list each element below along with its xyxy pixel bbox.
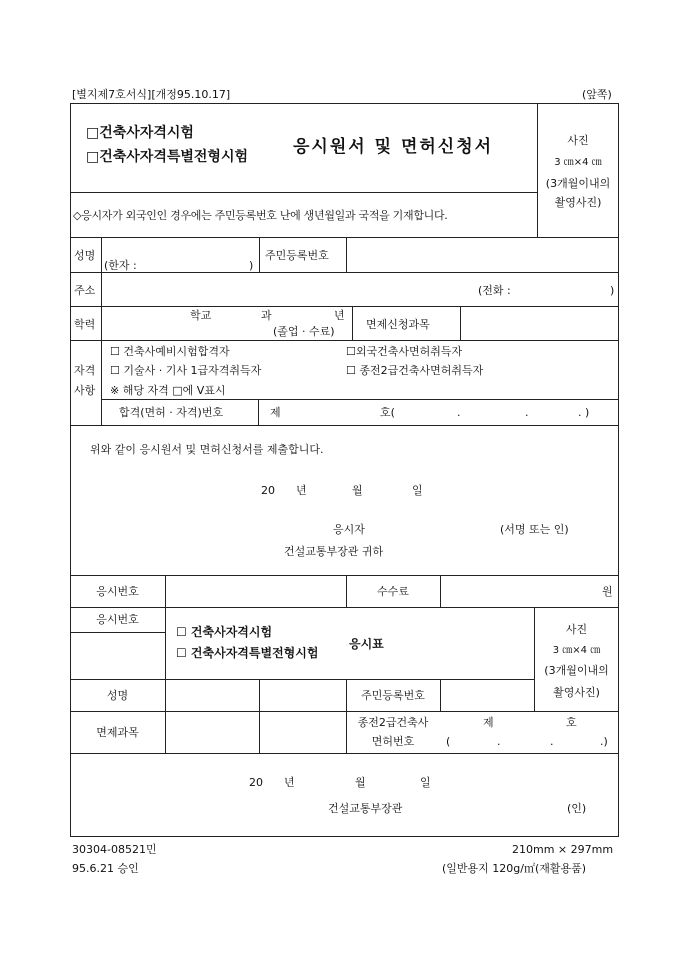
grad-status: (졸업 · 수료) [273,325,335,338]
paper-type: (일반용지 120g/㎡(재활용품) [442,862,587,875]
ticket-date-day: 일 [420,776,431,789]
qual-prelim-checkbox[interactable]: ☐ 건축사예비시험합격자 [110,345,230,358]
phone-label: (전화 : [478,284,511,297]
rule [70,607,619,608]
education-label: 학력 [74,318,96,331]
qual-engineer-checkbox[interactable]: ☐ 기술사 · 기사 1급자격취득자 [110,364,262,377]
signature-label: (서명 또는 인) [500,523,569,536]
rule [346,237,347,272]
rule [70,237,619,238]
addressee: 건설교통부장관 귀하 [284,545,384,558]
ticket-photo-label: 사진 [565,623,588,636]
hanja-label: (한자 : [104,259,137,272]
rule [70,425,619,426]
school-label: 학교 [190,309,212,322]
exam-option-special[interactable]: □건축사자격특별전형시험 [86,149,248,165]
ticket-seal: (인) [567,802,587,815]
date-day: 일 [412,484,423,497]
lic-dot: . [497,735,501,748]
phone-close: ) [610,284,615,297]
date-year-unit: 년 [296,484,307,497]
rule [70,192,537,193]
rule [70,753,619,754]
qual-foreign-checkbox[interactable]: ☐외국건축사면허취득자 [346,345,463,358]
rule [259,679,260,753]
hanja-close: ) [249,259,254,272]
ticket-exam-no-label: 응시번호 [96,613,139,626]
course-label: 과 [261,309,272,322]
qual-grade2-checkbox[interactable]: ☐ 종전2급건축사면허취득자 [346,364,484,377]
pass-no-ho: 호( [380,406,395,419]
lic-prefix: 제 [483,716,494,729]
ticket-date-month: 월 [355,776,366,789]
qualification-label: 자격 [74,364,96,377]
rule [101,237,102,425]
form-title: 응시원서 및 면허신청서 [293,137,494,157]
ticket-exam-option-regular[interactable]: ☐ 건축사자격시험 [176,625,273,639]
date-month: 월 [352,484,363,497]
fee-label: 수수료 [377,585,409,598]
rule [258,399,259,425]
old-license-label: 면허번호 [371,735,415,748]
ticket-photo-size: 3 ㎝×4 ㎝ [552,645,601,656]
ticket-photo-note: 촬영사진) [553,686,600,699]
paper-size: 210mm × 297mm [512,843,614,856]
qualification-label: 사항 [74,384,96,397]
lic-open: ( [446,735,451,748]
form-code: [별지제7호서식][개정95.10.17] [72,88,231,101]
rule [165,575,166,753]
old-license-label: 종전2급건축사 [357,716,429,729]
photo-note: (3개월이내의 [545,177,611,190]
lic-close: .) [600,735,608,748]
approval-date: 95.6.21 승인 [72,862,139,875]
applicant-label: 응시자 [333,523,365,536]
exempt-subject-label: 면제신청과목 [366,318,430,331]
photo-size: 3 ㎝×4 ㎝ [554,157,602,168]
rule [70,575,619,576]
rule [537,103,538,237]
page-side: (앞쪽) [582,88,612,101]
qual-note: ※ 해당 자격 □에 V표시 [110,384,226,397]
pass-no-dot: . [525,406,529,419]
ticket-name-label: 성명 [106,689,129,702]
exam-option-regular[interactable]: □건축사자격시험 [86,125,194,141]
rule [259,237,260,272]
rule [101,399,619,400]
pass-no-close: . ) [578,406,590,419]
rule [70,711,619,712]
ticket-rrn-label: 주민등록번호 [361,689,425,702]
photo-label: 사진 [567,134,589,147]
ticket-date-year: 20 [249,776,263,789]
lic-ho: 호 [566,716,577,729]
ticket-exam-option-special[interactable]: ☐ 건축사자격특별전형시험 [176,646,319,660]
foreigner-notice: ◇응시자가 외국인인 경우에는 주민등록번호 난에 생년월일과 국적을 기재합니다. [73,209,448,222]
ticket-photo-note: (3개월이내의 [544,664,609,677]
rule [70,632,165,633]
rule [440,679,441,711]
pass-no-label: 합격(면허 · 자격)번호 [119,406,224,419]
rule [460,306,461,340]
name-label: 성명 [74,249,96,262]
lic-dot: . [550,735,554,748]
address-label: 주소 [74,284,96,297]
rule [440,575,441,607]
photo-note: 촬영사진) [554,196,602,209]
exam-no-label: 응시번호 [96,585,139,598]
date-year: 20 [261,484,275,497]
rule [352,306,353,340]
rrn-label: 주민등록번호 [265,249,329,262]
pass-no-dot: . [457,406,461,419]
rule [70,679,534,680]
ticket-title: 응시표 [349,637,384,651]
pass-no-prefix: 제 [270,406,281,419]
ticket-exempt-label: 면제과목 [96,726,139,739]
year-label: 년 [334,309,345,322]
doc-number: 30304-08521민 [72,843,157,856]
won-label: 원 [602,585,613,598]
rule [70,306,619,307]
rule [70,340,619,341]
submission-statement: 위와 같이 응시원서 및 면허신청서를 제출합니다. [90,443,324,456]
rule [70,272,619,273]
ticket-date-year-unit: 년 [284,776,295,789]
ticket-issuer: 건설교통부장관 [328,802,403,815]
